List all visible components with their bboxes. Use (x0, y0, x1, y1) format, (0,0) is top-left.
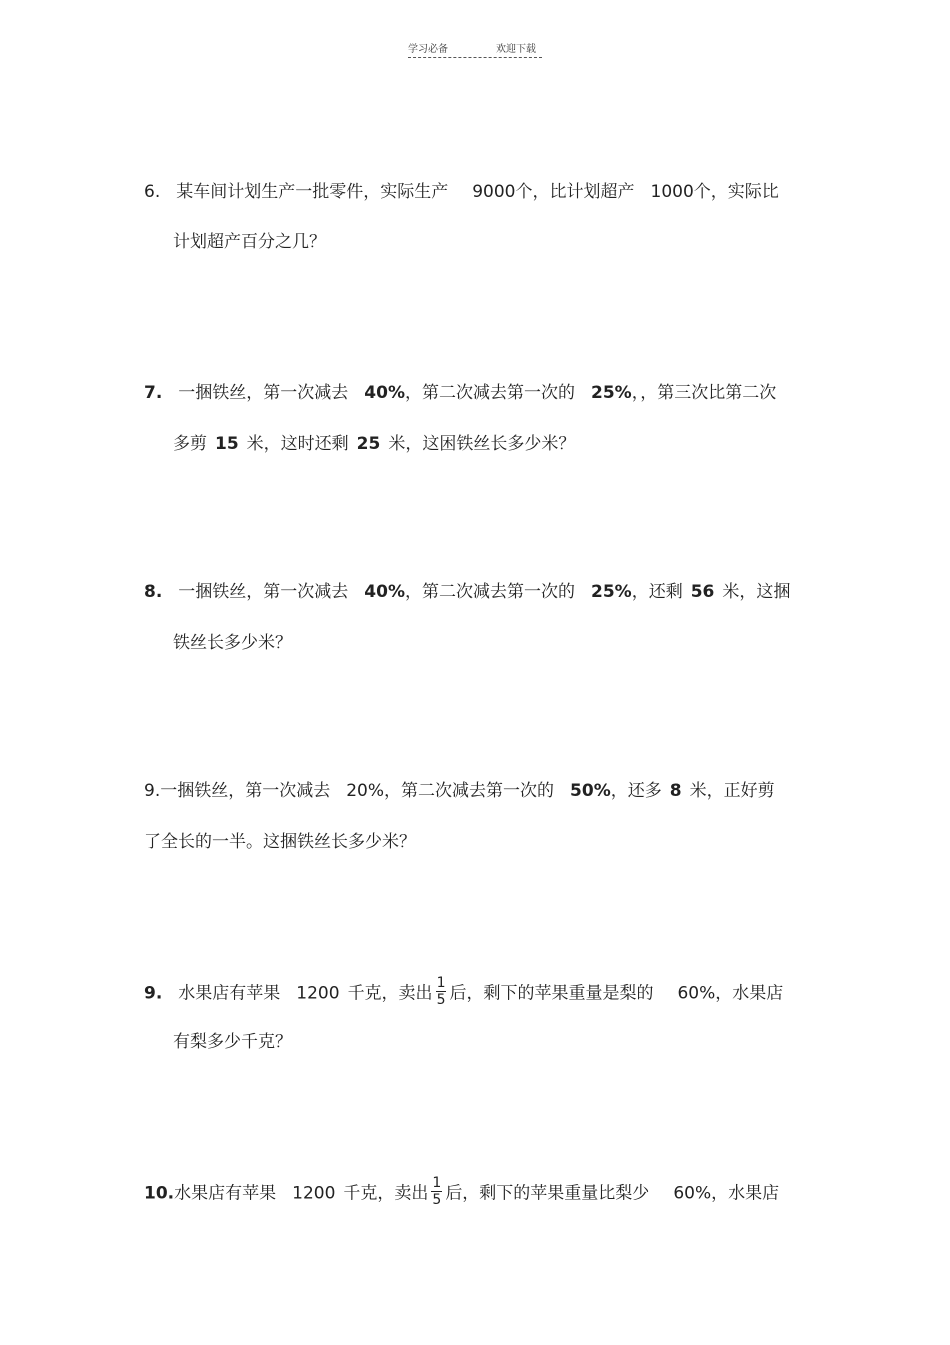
question-9a-percent-1: 20% (346, 781, 385, 801)
question-10-text-d: ，水果店 (711, 1183, 780, 1204)
question-7-text-a: 一捆铁丝，第一次减去 (178, 383, 349, 403)
question-6-text-c: 个，实际比 (693, 182, 779, 202)
question-7-value-15: 15 (215, 434, 239, 454)
question-8-text-d: 米，这捆 (722, 582, 791, 602)
question-9a-line-1 (144, 779, 775, 803)
question-10-value-1200: 1200 (292, 1183, 336, 1204)
fraction-numerator: 1 (432, 1175, 442, 1191)
question-9b-value-1200: 1200 (296, 983, 340, 1004)
question-6-line-2: 计划超产百分之几？ (173, 232, 326, 252)
question-6-text-a: 某车间计划生产一批零件，实际生产 (176, 182, 449, 202)
question-10-number: 10. (144, 1183, 175, 1204)
question-6-text-b: 个，比计划超产 (515, 182, 635, 202)
fraction-numerator: 1 (436, 975, 446, 991)
question-7-number: 7. (144, 383, 163, 403)
question-8-line-1 (144, 580, 790, 604)
question-9b-percent-1: 60% (677, 983, 716, 1004)
question-9a-value-8: 8 (669, 781, 682, 801)
question-6-line-1 (144, 180, 779, 204)
question-7-line-1 (144, 381, 776, 405)
question-9a-text-c: ，还多 (610, 781, 662, 801)
question-8-number: 8. (144, 582, 163, 602)
question-7-text-e: 米，这时还剩 (246, 434, 349, 454)
question-8-text-b: ，第二次减去第一次的 (405, 582, 575, 602)
question-7-percent-2: 25% (591, 383, 632, 403)
question-9a-text-d: 米，正好剪 (689, 781, 775, 801)
question-10-line-1 (144, 1177, 779, 1210)
question-8-line-2: 铁丝长多少米？ (173, 633, 292, 653)
question-7-text-f: 米，这困铁丝长多少米？ (388, 434, 576, 454)
question-8-text-c: ，还剩 (631, 582, 683, 602)
question-9b-text-c: 后，剩下的苹果重量是梨的 (449, 983, 654, 1004)
question-9b-number: 9. (144, 983, 163, 1004)
question-9a-text-b: ，第二次减去第一次的 (384, 781, 555, 801)
question-9b-line-1 (144, 977, 783, 1010)
question-9a-text-a: 一捆铁丝，第一次减去 (160, 781, 331, 801)
page-header (408, 40, 542, 58)
header-left-text: 学习必备 (408, 44, 448, 55)
question-7-value-25: 25 (356, 434, 381, 454)
question-8-percent-2: 25% (591, 582, 632, 602)
question-9b-text-a: 水果店有苹果 (178, 983, 281, 1004)
question-10-percent-1: 60% (673, 1183, 712, 1204)
question-10-text-c: 后，剩下的苹果重量比梨少 (445, 1183, 650, 1204)
question-8-percent-1: 40% (364, 582, 405, 602)
question-6-number: 6. (144, 182, 161, 202)
question-8-text-a: 一捆铁丝，第一次减去 (178, 582, 349, 602)
question-9b-text-d: ，水果店 (715, 983, 784, 1004)
header-right-text: 欢迎下载 (496, 44, 536, 55)
question-10-text-a: 水果店有苹果 (174, 1183, 277, 1204)
question-8-value-56: 56 (690, 582, 715, 602)
question-9b-line-2: 有梨多少千克？ (173, 1032, 292, 1052)
question-7-line-2 (173, 432, 575, 456)
question-9a-line-2: 了全长的一半。这捆铁丝长多少米？ (144, 832, 416, 852)
question-6-value-9000: 9000 (472, 182, 516, 202)
question-9a-percent-2: 50% (570, 781, 611, 801)
question-10-text-b: 千克，卖出 (343, 1183, 429, 1204)
question-9a-number: 9. (144, 781, 161, 801)
question-7-text-b: ，第二次减去第一次的 (405, 383, 575, 403)
question-7-text-c: ，，第三次比第二次 (631, 383, 777, 403)
question-7-text-d: 多剪 (173, 434, 207, 454)
question-7-percent-1: 40% (364, 383, 405, 403)
question-10-fraction (431, 1175, 442, 1208)
fraction-denominator: 5 (432, 1192, 442, 1208)
question-6-value-1000: 1000 (650, 182, 694, 202)
question-9b-fraction (436, 975, 447, 1008)
question-9b-text-b: 千克，卖出 (347, 983, 433, 1004)
fraction-denominator: 5 (436, 992, 446, 1008)
